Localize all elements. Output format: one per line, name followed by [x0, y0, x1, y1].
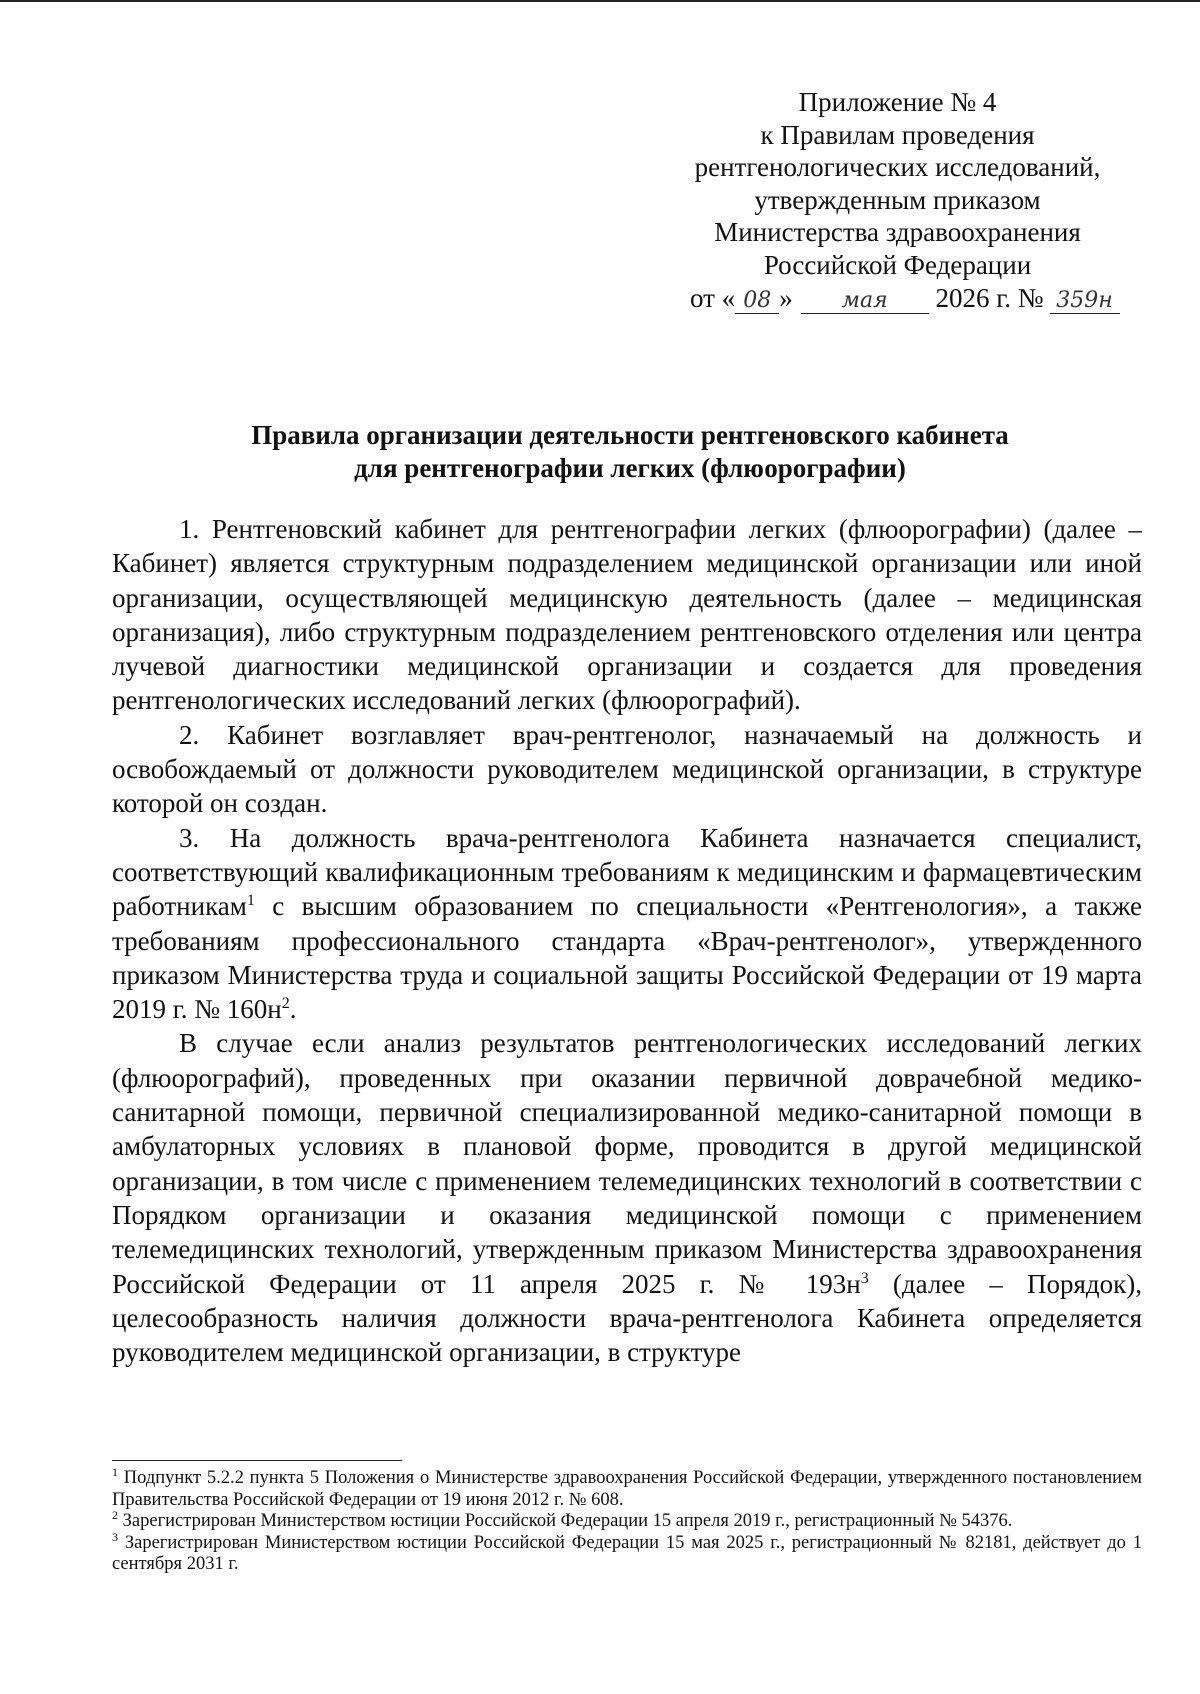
document-title	[110, 419, 1150, 485]
footnote-number: 2	[112, 1508, 118, 1523]
paragraph-3-part-c: .	[289, 994, 297, 1025]
appendix-line: Министерства здравоохранения	[714, 217, 1081, 248]
footnote-number: 1	[112, 1464, 118, 1479]
appendix-header	[630, 86, 1165, 314]
footnote-ref-3: 3	[860, 1269, 869, 1287]
footnote-1	[112, 1464, 1142, 1511]
handwritten-order-number: 359н	[1050, 289, 1120, 314]
paragraph-4	[112, 1026, 1142, 1369]
paragraph-3	[112, 821, 1142, 1027]
appendix-line: к Правилам проведения	[760, 119, 1035, 150]
title-line-2: для рентгенографии легких (флюорографии)	[354, 453, 906, 483]
date-mid: »	[779, 282, 793, 313]
title-line-1: Правила организации деятельности рентгеновского кабинета	[251, 420, 1009, 450]
appendix-line: рентгенологических исследований,	[694, 152, 1101, 183]
document-body	[112, 512, 1142, 1369]
appendix-line: утвержденным приказом	[754, 184, 1041, 215]
date-year: 2026 г. №	[935, 282, 1044, 313]
footnote-ref-2: 2	[281, 995, 290, 1013]
footnote-ref-1: 1	[246, 892, 255, 910]
handwritten-month: мая	[801, 289, 929, 314]
footnotes	[112, 1464, 1142, 1576]
footnote-2	[112, 1508, 1142, 1533]
paragraph-3-part-b: с высшим образованием по специальности «Рентгенология», а также требованиям профессионального стандарта «Врач-рентгенолог», утвержденного приказом Министерства труда и социальной защиты Российской Федерации от 19 марта 2019 г. № 160н	[112, 891, 1142, 1025]
paragraph-2: 2. Кабинет возглавляет врач-рентгенолог, назначаемый на должность и освобождаемый от должности руководителем медицинской организации, в структуре которой он создан.	[112, 719, 1142, 819]
footnote-text: Зарегистрирован Министерством юстиции Российской Федерации 15 апреля 2019 г., регистрационный № 54376.	[118, 1511, 1013, 1532]
paragraph-4-part-b: (далее – Порядок), целесообразность наличия должности врача-рентгенолога Кабинета определяется руководителем медицинской организации, в структуре	[112, 1268, 1142, 1368]
order-date-line	[630, 282, 1165, 315]
paragraph-4-part-a: В случае если анализ результатов рентгенологических исследований легких (флюорографий), проведенных при оказании первичной доврачебной медико-санитарной помощи, первичной специализированной медико-санитарной помощи в амбулаторных условиях в плановой форме, проводится в другой медицинской организации, в том числе с применением телемедицинских технологий в соответствии с Порядком организации и оказания медицинской помощи с применением телемедицинских технологий, утвержденным приказом Министерства здравоохранения Российской Федерации от 11 апреля 2025 г. № 193н	[112, 1028, 1142, 1299]
page-top-edge	[0, 0, 1200, 2]
appendix-line: Приложение № 4	[798, 87, 997, 117]
handwritten-day: 08	[735, 289, 779, 314]
date-prefix: от «	[690, 282, 736, 313]
paragraph-3-part-a: 3. На должность врача-рентгенолога Кабинета назначается специалист, соответствующий квалификационным требованиям к медицинским и фармацевтическим работникам	[112, 822, 1142, 922]
appendix-line: Российской Федерации	[763, 249, 1032, 280]
footnote-number: 3	[112, 1529, 118, 1544]
footnote-text: Зарегистрирован Министерством юстиции Российской Федерации 15 мая 2025 г., регистрационный № 82181, действует до 1 сентября 2031 г.	[112, 1532, 1142, 1575]
footnote-separator	[112, 1460, 402, 1461]
footnote-3	[112, 1529, 1142, 1576]
footnote-text: Подпункт 5.2.2 пункта 5 Положения о Министерстве здравоохранения Российской Федерации, утвержденного постановлением Правительства Российской Федерации от 19 июня 2012 г. № 608.	[112, 1468, 1142, 1510]
paragraph-1: 1. Рентгеновский кабинет для рентгенографии легких (флюорографии) (далее – Кабинет) является структурным подразделением медицинской организации или иной организации, осуществляющей медицинскую деятельность (далее – медицинская организация), либо структурным подразделением рентгеновского отделения или центра лучевой диагностики медицинской организации и создается для проведения рентгенологических исследований легких (флюорографий).	[112, 514, 1142, 716]
